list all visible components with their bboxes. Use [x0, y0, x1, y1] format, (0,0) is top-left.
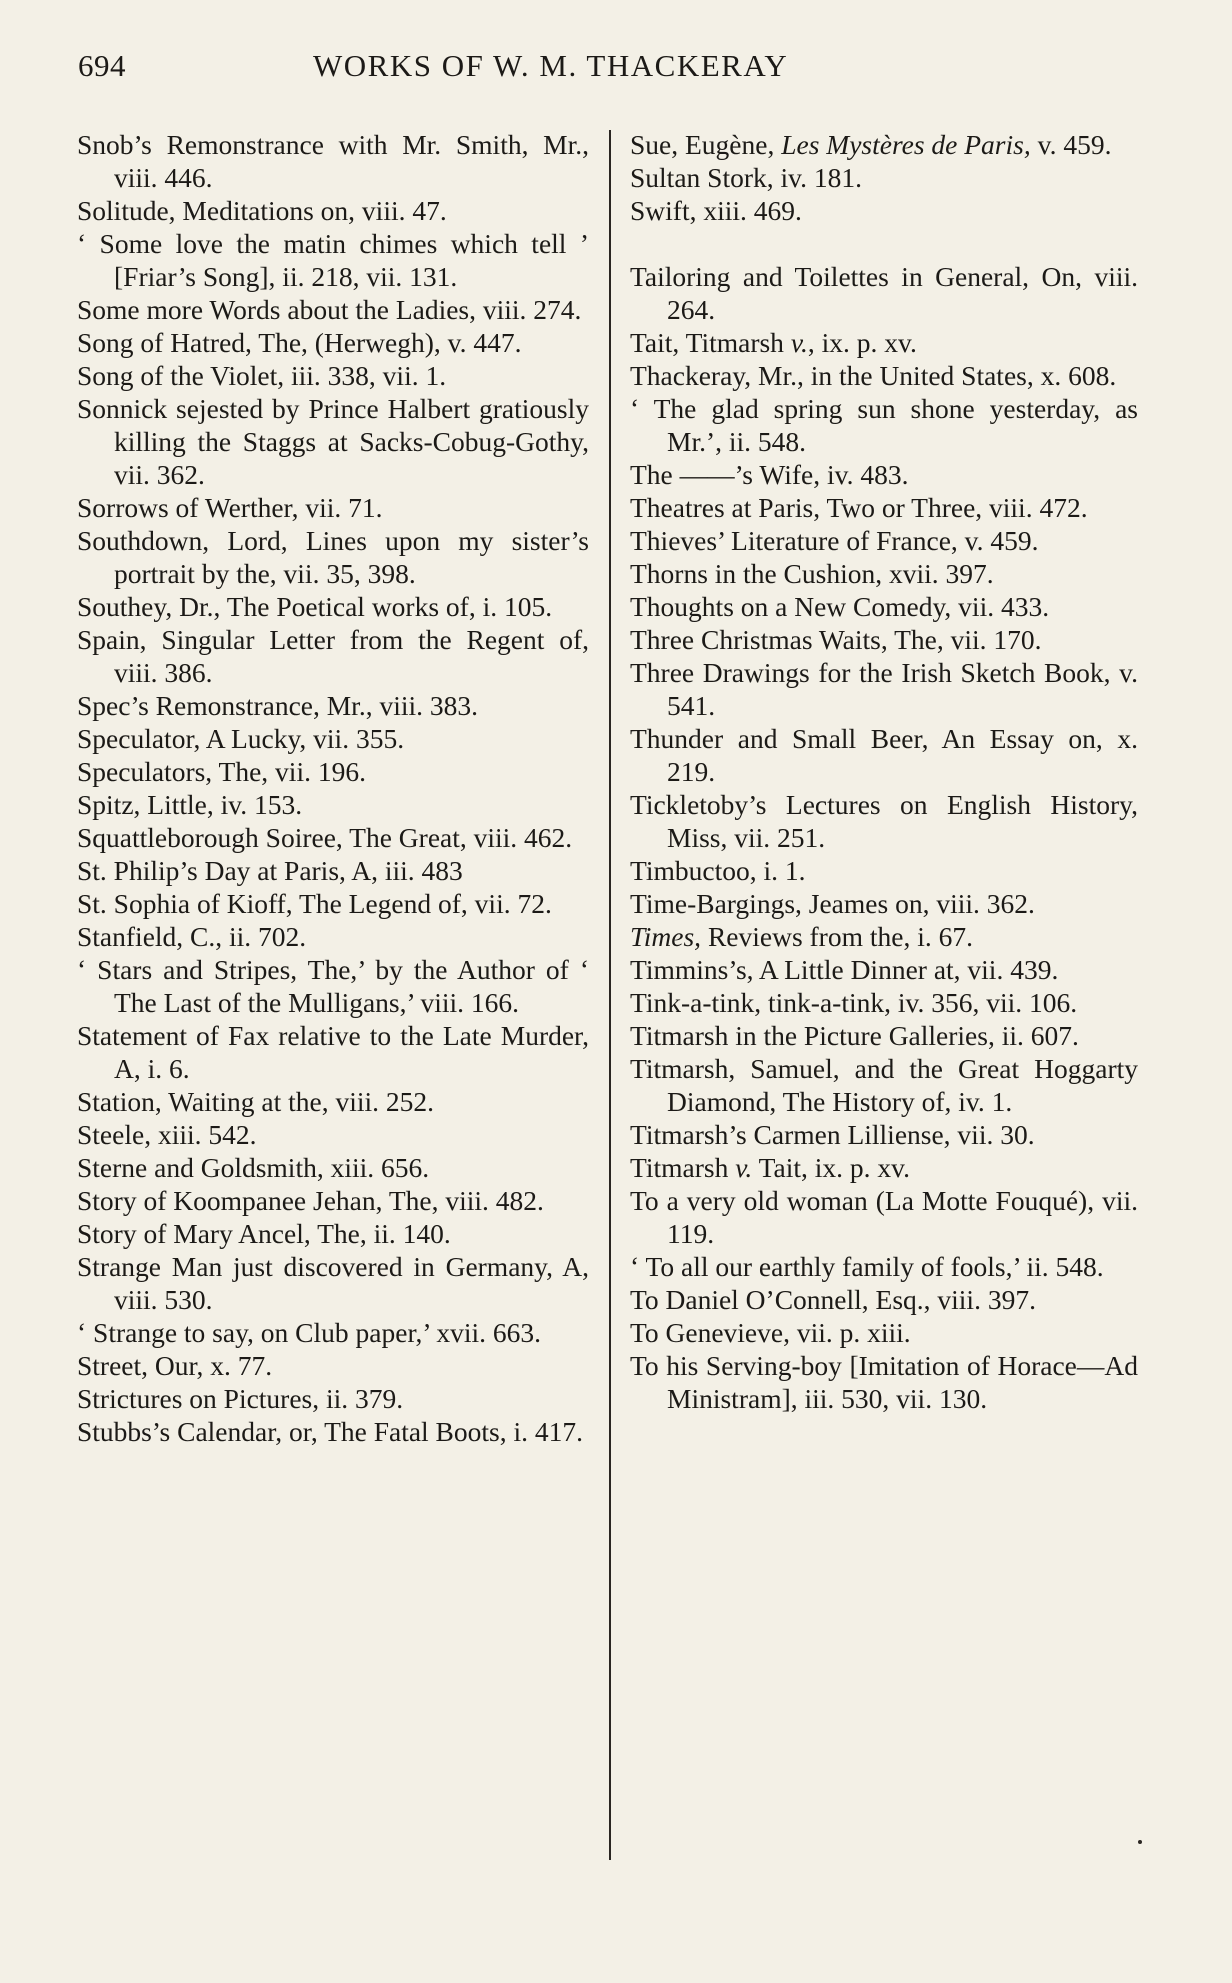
index-entry: Snob’s Remonstrance with Mr. Smith, Mr., viii. 446.: [77, 129, 589, 193]
entry-text: Titmarsh in the Picture Galleries, ii. 607.: [630, 1020, 1079, 1051]
entry-text: To a very old woman (La Motte Fouqué), vii. 119.: [630, 1185, 1138, 1249]
index-entry: [630, 260, 1138, 326]
index-entry: [630, 788, 1138, 854]
index-entry: Street, Our, x. 77.: [77, 1350, 273, 1381]
entry-text: Time-Bargings, Jeames on, viii. 362.: [630, 888, 1035, 919]
index-entry: [630, 359, 1138, 392]
entry-text: Reviews from the, i. 67.: [701, 921, 973, 952]
index-entry: St. Sophia of Kioff, The Legend of, vii. 72.: [77, 888, 552, 919]
entry-text: Swift, xiii. 469.: [630, 195, 802, 226]
column-divider: [609, 130, 611, 1860]
index-entry: Sterne and Goldsmith, xiii. 656.: [77, 1152, 430, 1183]
entry-italic: v.: [790, 327, 808, 358]
page-number: 694: [78, 48, 126, 83]
index-entry: Spec’s Remonstrance, Mr., viii. 383.: [77, 690, 478, 721]
index-entry: [630, 161, 1138, 194]
entry-text: Thieves’ Literature of France, v. 459.: [630, 525, 1039, 556]
index-entry: Statement of Fax relative to the Late Murder, A, i. 6.: [77, 1020, 589, 1084]
index-entry: [630, 953, 1138, 986]
entry-text: Sue, Eugène,: [630, 129, 782, 160]
entry-text: Tink-a-tink, tink-a-tink, iv. 356, vii. 106.: [630, 987, 1078, 1018]
index-entry: [630, 722, 1138, 788]
index-entry: Speculators, The, vii. 196.: [77, 756, 366, 787]
index-entry: [630, 1283, 1138, 1316]
index-entry: Station, Waiting at the, viii. 252.: [77, 1086, 435, 1117]
index-entry: Spain, Singular Letter from the Regent of, viii. 386.: [77, 624, 589, 688]
letter-group-gap: [630, 227, 1138, 260]
index-entry: [630, 1151, 1138, 1184]
entry-text: , ix. p. xv.: [807, 327, 917, 358]
index-entry: [630, 128, 1138, 161]
entry-italic: Times,: [630, 921, 702, 952]
index-entry: Sonnick sejested by Prince Halbert gratiously killing the Staggs at Sacks-Cobug-Gothy, vii. 362.: [77, 393, 589, 490]
index-column-right: [630, 128, 1138, 1415]
index-entry: Steele, xiii. 542.: [77, 1119, 257, 1150]
index-entry: [630, 590, 1138, 623]
entry-text: Titmarsh: [630, 1152, 736, 1183]
print-mark: [1138, 1840, 1142, 1844]
entry-text: Thorns in the Cushion, xvii. 397.: [630, 558, 994, 589]
entry-text: Three Drawings for the Irish Sketch Book, v. 541.: [630, 657, 1138, 721]
index-entry: Sorrows of Werther, vii. 71.: [77, 492, 383, 523]
running-title: WORKS OF W. M. THACKERAY: [313, 48, 789, 83]
index-entry: [630, 1118, 1138, 1151]
index-entry: [630, 986, 1138, 1019]
index-entry: [630, 623, 1138, 656]
index-entry: Story of Mary Ancel, The, ii. 140.: [77, 1218, 451, 1249]
index-entry: Southey, Dr., The Poetical works of, i. 105.: [77, 591, 553, 622]
index-entry: [630, 1250, 1138, 1283]
index-entry: Song of the Violet, iii. 338, vii. 1.: [77, 360, 447, 391]
index-entry: St. Philip’s Day at Paris, A, iii. 483: [77, 855, 463, 886]
index-entry: [630, 491, 1138, 524]
index-entry: Southdown, Lord, Lines upon my sister’s portrait by the, vii. 35, 398.: [77, 525, 589, 589]
index-entry: Solitude, Meditations on, viii. 47.: [77, 195, 447, 226]
entry-text: Sultan Stork, iv. 181.: [630, 162, 862, 193]
index-entry: Speculator, A Lucky, vii. 355.: [77, 723, 405, 754]
index-entry: [630, 1052, 1138, 1118]
entry-text: Timbuctoo, i. 1.: [630, 855, 806, 886]
entry-text: Thoughts on a New Comedy, vii. 433.: [630, 591, 1050, 622]
index-entry: Squattleborough Soiree, The Great, viii. 462.: [77, 822, 573, 853]
entry-italic: Les Mystères de Paris,: [781, 129, 1031, 160]
entry-text: Tailoring and Toilettes in General, On, viii. 264.: [630, 261, 1138, 325]
entry-text: Tait, Titmarsh: [630, 327, 791, 358]
index-entry: [630, 1184, 1138, 1250]
index-entry: Stanfield, C., ii. 702.: [77, 921, 307, 952]
index-entry: [630, 656, 1138, 722]
index-entry: [630, 458, 1138, 491]
entry-text: Timmins’s, A Little Dinner at, vii. 439.: [630, 954, 1059, 985]
entry-text: v. 459.: [1030, 129, 1112, 160]
index-entry: Strange Man just discovered in Germany, A, viii. 530.: [77, 1251, 589, 1315]
index-entry: [630, 854, 1138, 887]
entry-text: Theatres at Paris, Two or Three, viii. 472.: [630, 492, 1088, 523]
index-column-left: [77, 128, 589, 1448]
index-entry: [630, 920, 1138, 953]
entry-text: Thunder and Small Beer, An Essay on, x. 219.: [630, 723, 1138, 787]
entry-text: The ——’s Wife, iv. 483.: [630, 459, 909, 490]
index-entry: [630, 524, 1138, 557]
entry-text: Thackeray, Mr., in the United States, x. 608.: [630, 360, 1117, 391]
entry-text: Titmarsh, Samuel, and the Great Hoggarty Diamond, The History of, iv. 1.: [630, 1053, 1138, 1117]
index-entry: Story of Koompanee Jehan, The, viii. 482.: [77, 1185, 544, 1216]
index-entry: Spitz, Little, iv. 153.: [77, 789, 303, 820]
entry-text: To his Serving-boy [Imitation of Horace—Ad Ministram], iii. 530, vii. 130.: [630, 1350, 1138, 1414]
entry-italic: v.: [735, 1152, 753, 1183]
index-entry: ‘ Strange to say, on Club paper,’ xvii. 663.: [77, 1317, 542, 1348]
index-entry: ‘ Some love the matin chimes which tell ’ [Friar’s Song], ii. 218, vii. 131.: [77, 228, 589, 292]
index-entry: [630, 1019, 1138, 1052]
entry-text: Three Christmas Waits, The, vii. 170.: [630, 624, 1042, 655]
entry-text: Titmarsh’s Carmen Lilliense, vii. 30.: [630, 1119, 1035, 1150]
entry-text: Tait, ix. p. xv.: [752, 1152, 910, 1183]
index-entry: Song of Hatred, The, (Herwegh), v. 447.: [77, 327, 522, 358]
index-entry: Some more Words about the Ladies, viii. 274.: [77, 294, 582, 325]
index-entry: Stubbs’s Calendar, or, The Fatal Boots, i. 417.: [77, 1416, 584, 1447]
entry-text: ‘ The glad spring sun shone yesterday, as Mr.’, ii. 548.: [630, 393, 1138, 457]
index-entry: Strictures on Pictures, ii. 379.: [77, 1383, 404, 1414]
entry-text: ‘ To all our earthly family of fools,’ ii. 548.: [630, 1251, 1104, 1282]
index-entry: [630, 1316, 1138, 1349]
index-entry: ‘ Stars and Stripes, The,’ by the Author of ‘ The Last of the Mulligans,’ viii. 166.: [77, 954, 589, 1018]
index-entry: [630, 1349, 1138, 1415]
index-entry: [630, 557, 1138, 590]
index-entry: [630, 326, 1138, 359]
page-header: [78, 48, 1102, 98]
entry-text: To Daniel O’Connell, Esq., viii. 397.: [630, 1284, 1036, 1315]
entry-text: Tickletoby’s Lectures on English History, Miss, vii. 251.: [630, 789, 1138, 853]
entry-text: To Genevieve, vii. p. xiii.: [630, 1317, 911, 1348]
index-entry: [630, 194, 1138, 227]
index-entry: [630, 392, 1138, 458]
index-entry: [630, 887, 1138, 920]
